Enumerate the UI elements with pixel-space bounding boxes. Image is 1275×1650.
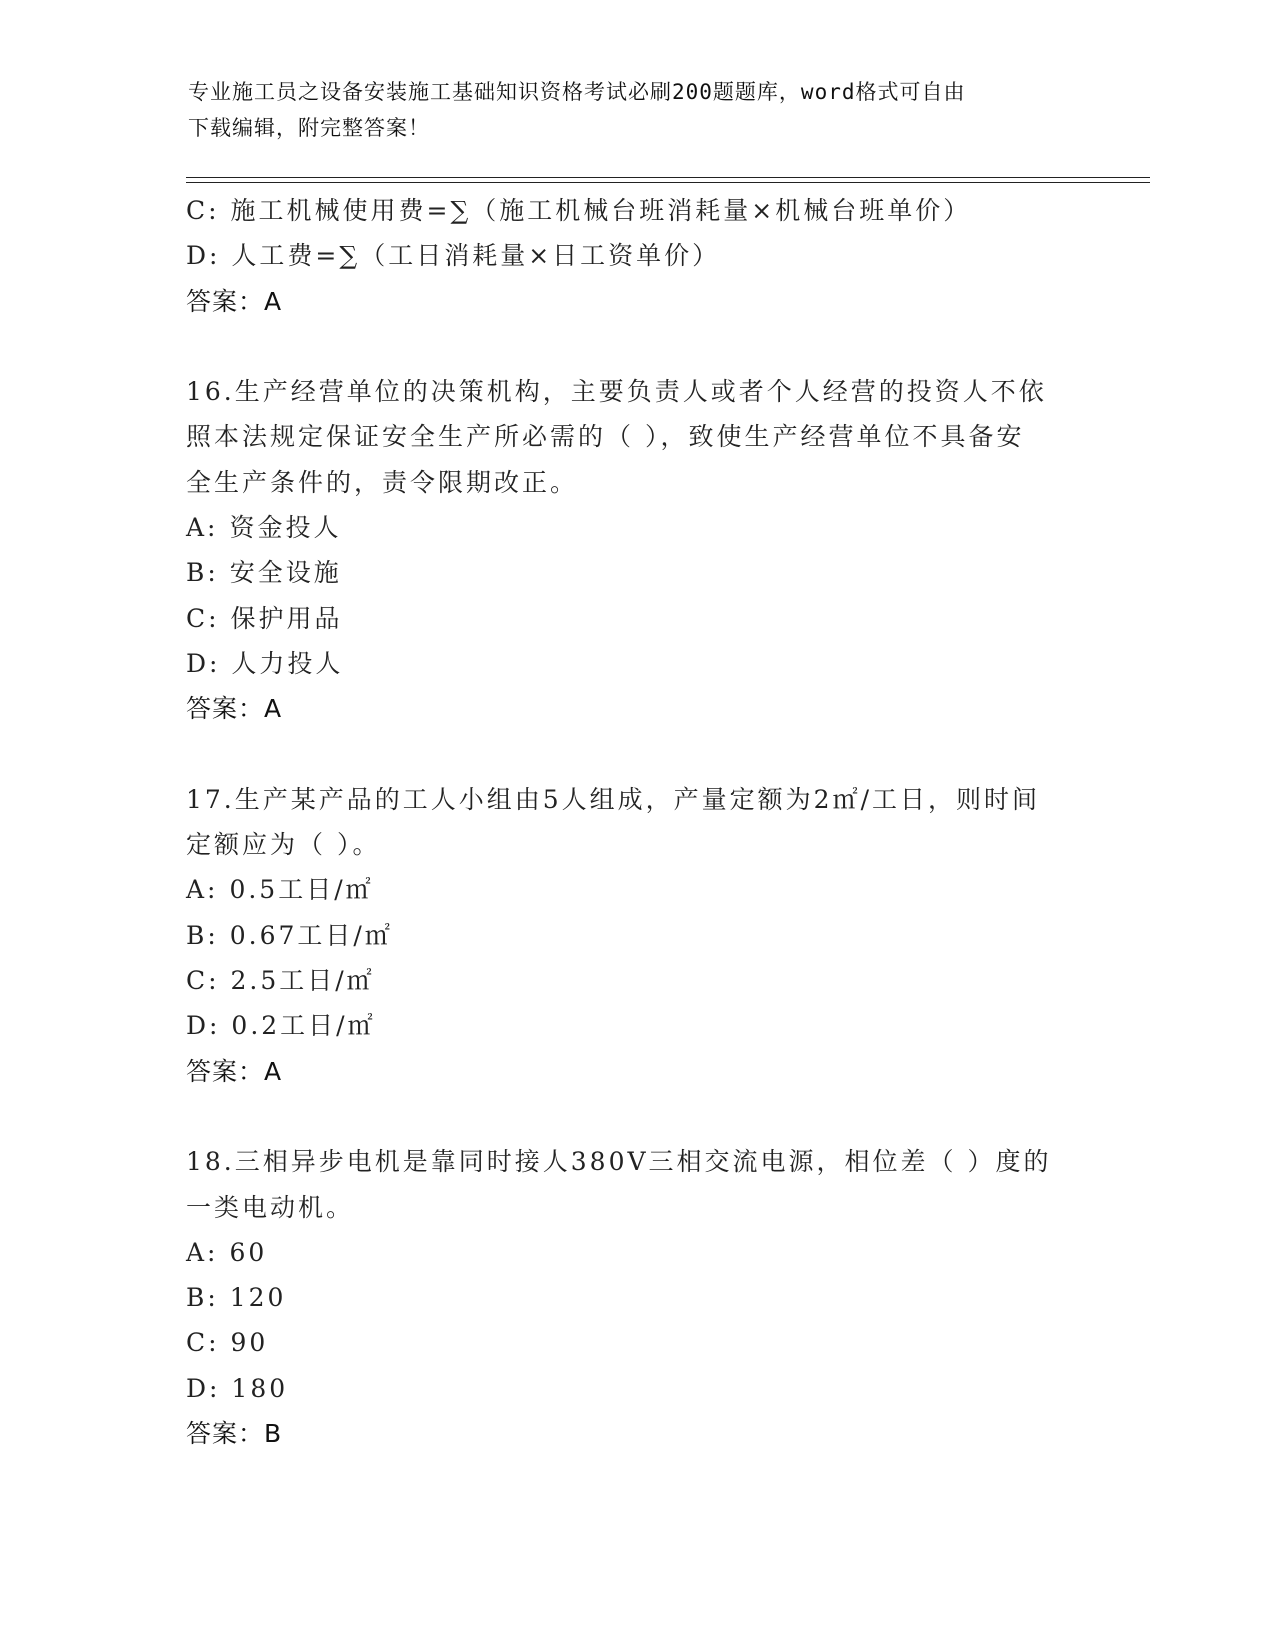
option-label: D: bbox=[186, 1373, 232, 1403]
question-stem-line: 18.三相异步电机是靠同时接人380V三相交流电源，相位差（ ）度的 bbox=[186, 1147, 1052, 1177]
option-text: 60 bbox=[229, 1237, 268, 1267]
document-body bbox=[186, 188, 1086, 1456]
question-16 bbox=[186, 369, 1086, 731]
option-b bbox=[186, 1275, 1086, 1320]
option-text: 120 bbox=[229, 1283, 287, 1313]
option-label: C: bbox=[186, 196, 231, 225]
option-label: C: bbox=[186, 1328, 231, 1358]
header-rule-top bbox=[186, 177, 1150, 178]
option-label: C: bbox=[186, 966, 231, 996]
option-d bbox=[186, 233, 1086, 278]
option-text: 人力投人 bbox=[231, 648, 344, 678]
option-a bbox=[186, 1230, 1086, 1275]
option-label: D: bbox=[186, 241, 232, 271]
header-title-line-1: 专业施工员之设备安装施工基础知识资格考试必刷200题题库，word格式可自由 bbox=[188, 80, 966, 104]
option-label: C: bbox=[186, 603, 231, 633]
question-stem-line: 照本法规定保证安全生产所必需的（ ），致使生产经营单位不具备安 bbox=[186, 422, 1025, 452]
option-d bbox=[186, 641, 1086, 686]
option-text: 180 bbox=[231, 1373, 289, 1403]
question-stem-line: 16.生产经营单位的决策机构，主要负责人或者个人经营的投资人不依 bbox=[186, 377, 1047, 407]
answer-line: 答案：A bbox=[186, 1056, 283, 1086]
option-text: 人工费=∑（工日消耗量×日工资单价） bbox=[231, 241, 721, 271]
option-b bbox=[186, 913, 1086, 958]
option-text: 0.5工日/㎡ bbox=[229, 875, 374, 905]
option-label: D: bbox=[186, 1011, 232, 1041]
option-label: A: bbox=[186, 1237, 230, 1267]
option-text: 0.67工日/㎡ bbox=[229, 920, 393, 950]
option-label: B: bbox=[186, 1283, 230, 1313]
answer-line: 答案：A bbox=[186, 694, 283, 724]
question-stem-line: 全生产条件的，责令限期改正。 bbox=[186, 467, 579, 497]
option-text: 0.2工日/㎡ bbox=[231, 1011, 376, 1041]
question-18 bbox=[186, 1139, 1086, 1456]
option-text: 资金投人 bbox=[229, 513, 342, 543]
prev-question-block bbox=[186, 188, 1086, 324]
option-label: D: bbox=[186, 648, 232, 678]
answer-line: 答案：A bbox=[186, 286, 283, 316]
question-17 bbox=[186, 777, 1086, 1094]
option-text: 90 bbox=[230, 1328, 269, 1358]
option-a bbox=[186, 867, 1086, 912]
option-label: A: bbox=[186, 875, 230, 905]
question-stem-line: 一类电动机。 bbox=[186, 1192, 355, 1222]
option-text: 安全设施 bbox=[229, 558, 342, 588]
option-text: 保护用品 bbox=[230, 603, 343, 633]
option-text: 2.5工日/㎡ bbox=[230, 966, 375, 996]
answer-line: 答案：B bbox=[186, 1419, 283, 1449]
question-stem-line: 定额应为（ ）。 bbox=[186, 830, 381, 860]
option-d bbox=[186, 1366, 1086, 1411]
option-c bbox=[186, 188, 1086, 233]
option-label: A: bbox=[186, 513, 230, 543]
option-c bbox=[186, 958, 1086, 1003]
option-label: B: bbox=[186, 920, 230, 950]
document-header bbox=[188, 74, 1088, 146]
header-title-line-2: 下载编辑，附完整答案！ bbox=[188, 116, 430, 140]
option-d bbox=[186, 1003, 1086, 1048]
spacer bbox=[186, 732, 1086, 777]
option-b bbox=[186, 550, 1086, 595]
question-stem-line: 17.生产某产品的工人小组由5人组成，产量定额为2㎡/工日，则时间 bbox=[186, 784, 1040, 814]
option-c bbox=[186, 596, 1086, 641]
spacer bbox=[186, 324, 1086, 369]
header-rule-bottom bbox=[186, 182, 1150, 183]
option-label: B: bbox=[186, 558, 230, 588]
option-a bbox=[186, 505, 1086, 550]
spacer bbox=[186, 1094, 1086, 1139]
option-text: 施工机械使用费=∑（施工机械台班消耗量×机械台班单价） bbox=[230, 196, 972, 225]
option-c bbox=[186, 1320, 1086, 1365]
